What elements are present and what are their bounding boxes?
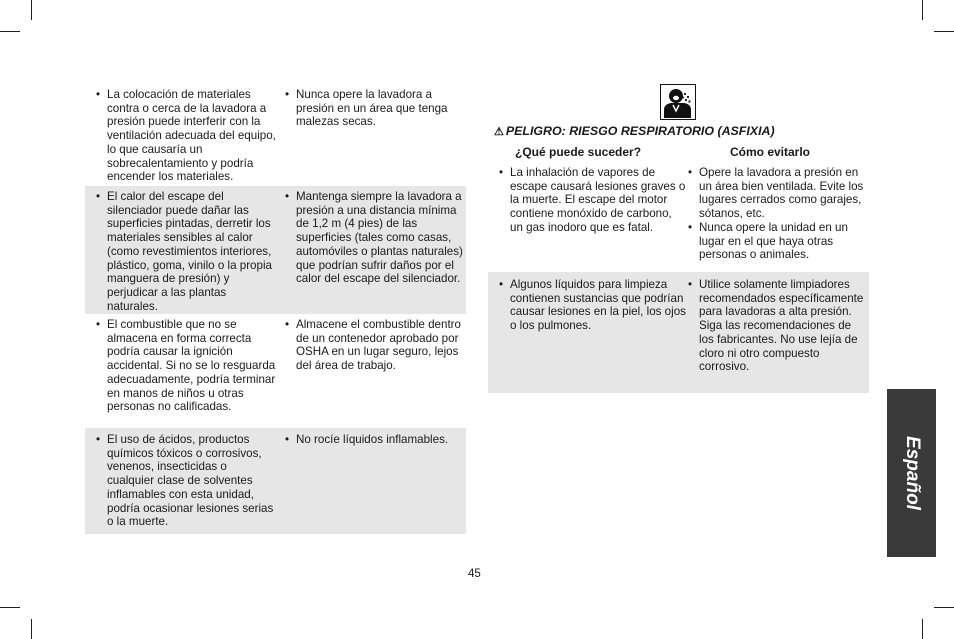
hazard-text: • Algunos líquidos para limpieza contienen sustancias que podrían causar lesiones en la piel, los ojos o los pulmones. — [510, 278, 686, 333]
language-tab-label: Español — [901, 436, 923, 510]
section-title — [494, 124, 775, 138]
warning-triangle-icon: ⚠ — [494, 126, 504, 138]
prevention-text: • Nunca opere la unidad en un lugar en el que haya otras personas o animales. — [699, 221, 869, 262]
crop-mark — [922, 619, 923, 639]
table-row — [85, 314, 466, 428]
crop-mark — [0, 31, 20, 32]
table-row — [488, 272, 869, 393]
prevention-cell — [284, 433, 466, 447]
page-number: 45 — [468, 568, 481, 580]
hazard-text: • La inhalación de vapores de escape causará lesiones graves o la muerte. El escape del motor contiene monóxido de carbono, un gas inodoro que es fatal. — [510, 166, 686, 235]
respiratory-hazard-icon — [660, 84, 696, 120]
prevention-text: • Mantenga siempre la lavadora a presión a una distancia mínima de 1,2 m (4 pies) de las superficies (tales como casas, automóviles o plantas naturales) que podrían sufrir daños por el calor del escape del silenciador. — [296, 190, 466, 286]
table-row — [85, 428, 466, 534]
column-header-hazard: ¿Qué puede suceder? — [515, 145, 642, 159]
hazard-text: • El calor del escape del silenciador puede dañar las superficies pintadas, derretir los materiales sensibles al calor (como revestimientos interiores, plástico, goma, vinilo o la propia manguera de presión) y perjudicar a las plantas naturales. — [107, 190, 277, 313]
prevention-text: • Opere la lavadora a presión en un área bien ventilada. Evite los lugares cerrados como garajes, sótanos, etc. — [699, 166, 869, 221]
crop-mark — [31, 0, 32, 20]
hazard-cell — [95, 433, 277, 529]
hazard-cell — [498, 166, 686, 235]
hazard-text: • El uso de ácidos, productos químicos tóxicos o corrosivos, venenos, insecticidas o cualquier clase de solventes inflamables con esta unidad, podría ocasionar lesiones serias o la muerte. — [107, 433, 277, 529]
prevention-cell — [687, 166, 869, 262]
table-row — [488, 162, 868, 272]
table-row — [85, 84, 466, 186]
section-title-text: PELIGRO: RIESGO RESPIRATORIO (ASFIXIA) — [505, 124, 775, 138]
hazard-cell — [95, 318, 277, 414]
hazard-text: • La colocación de materiales contra o cerca de la lavadora a presión puede interferir con la ventilación adecuada del equipo, lo que causaría un sobrecalentamiento y podría encender los materiales. — [107, 88, 277, 184]
hazard-cell — [95, 88, 277, 184]
prevention-text: • Utilice solamente limpiadores recomendados específicamente para lavadoras a alta presión. Siga las recomendaciones de los fabricantes. No use lejía de cloro ni otro compuesto corrosivo. — [699, 278, 869, 374]
crop-mark — [922, 0, 923, 20]
table-row — [85, 186, 466, 314]
crop-mark — [934, 607, 954, 608]
prevention-text: • No rocíe líquidos inflamables. — [296, 433, 466, 447]
language-tab — [887, 389, 936, 557]
prevention-cell — [687, 278, 869, 374]
prevention-text: • Nunca opere la lavadora a presión en un área que tenga malezas secas. — [296, 88, 466, 129]
crop-mark — [0, 607, 20, 608]
crop-mark — [31, 619, 32, 639]
prevention-cell — [284, 318, 466, 373]
column-header-prevention: Cómo evitarlo — [730, 145, 811, 159]
hazard-text: • El combustible que no se almacena en forma correcta podría causar la ignición accidental. Si no se lo resguarda adecuadamente, podría terminar en manos de niños u otras personas no calificadas. — [107, 318, 277, 414]
prevention-text: • Almacene el combustible dentro de un contenedor aprobado por OSHA en un lugar seguro, lejos del área de trabajo. — [296, 318, 466, 373]
crop-mark — [934, 31, 954, 32]
hazard-cell — [95, 190, 277, 313]
prevention-cell — [284, 88, 466, 129]
hazard-cell — [498, 278, 686, 333]
prevention-cell — [284, 190, 466, 286]
